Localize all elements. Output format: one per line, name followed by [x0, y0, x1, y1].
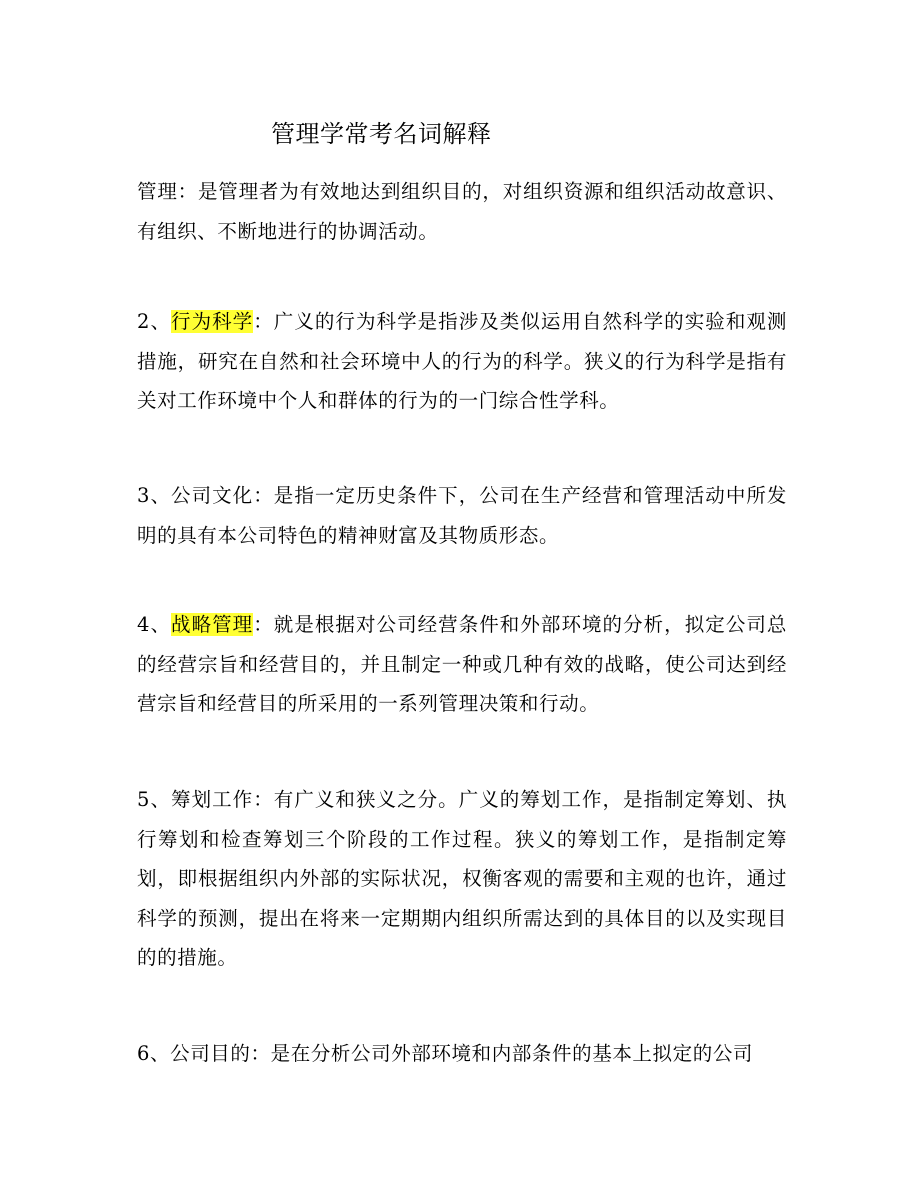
highlighted-term: 战略管理 — [171, 613, 254, 636]
entry-term: 筹划工作 — [171, 788, 254, 811]
entry-separator: ： — [177, 180, 198, 203]
entry-separator: ： — [253, 788, 274, 811]
entry-number: 4、 — [137, 613, 172, 636]
entry-separator: ： — [253, 310, 274, 333]
entry-separator: ： — [253, 613, 274, 636]
definition-paragraph-3 — [137, 476, 787, 555]
definition-paragraph-1 — [137, 172, 787, 251]
entry-number: 6、 — [137, 1042, 171, 1065]
definition-paragraph-5 — [137, 780, 787, 978]
entry-number: 3、 — [137, 484, 172, 507]
definition-paragraph-2 — [137, 302, 787, 421]
entry-definition: 广义的行为科学是指涉及类似运用自然科学的实验和观测措施，研究在自然和社会环境中人的行为的科学。狭义的行为科学是指有关对工作环境中个人和群体的行为的一门综合性学科。 — [137, 310, 788, 412]
entry-number: 2、 — [137, 310, 172, 333]
highlighted-term: 行为科学 — [171, 310, 254, 333]
entry-separator: ： — [250, 1042, 271, 1065]
definition-paragraph-4 — [137, 605, 787, 724]
entry-term: 公司目的 — [170, 1042, 251, 1065]
entry-definition: 是管理者为有效地达到组织目的，对组织资源和组织活动故意识、有组织、不断地进行的协调活动。 — [137, 180, 787, 243]
entry-definition: 有广义和狭义之分。广义的筹划工作，是指制定筹划、执行筹划和检查筹划三个阶段的工作过程。狭义的筹划工作，是指制定筹划，即根据组织内外部的实际状况，权衡客观的需要和主观的也许，通过科学的预测，提出在将来一定期期内组织所需达到的具体目的以及实现目的的措施。 — [137, 788, 788, 969]
document-title: 管理学常考名词解释 — [271, 120, 492, 148]
definition-paragraph-6 — [137, 1034, 787, 1074]
entry-term: 管理 — [137, 180, 178, 203]
entry-definition: 是指一定历史条件下，公司在生产经营和管理活动中所发明的具有本公司特色的精神财富及其物质形态。 — [137, 484, 788, 547]
entry-definition: 是在分析公司外部环境和内部条件的基本上拟定的公司 — [270, 1042, 754, 1065]
entry-number: 5、 — [137, 788, 172, 811]
entry-definition: 就是根据对公司经营条件和外部环境的分析，拟定公司总的经营宗旨和经营目的，并且制定一种或几种有效的战略，使公司达到经营宗旨和经营目的所采用的一系列管理决策和行动。 — [137, 613, 788, 715]
entry-term: 公司文化 — [171, 484, 254, 507]
entry-separator: ： — [253, 484, 274, 507]
